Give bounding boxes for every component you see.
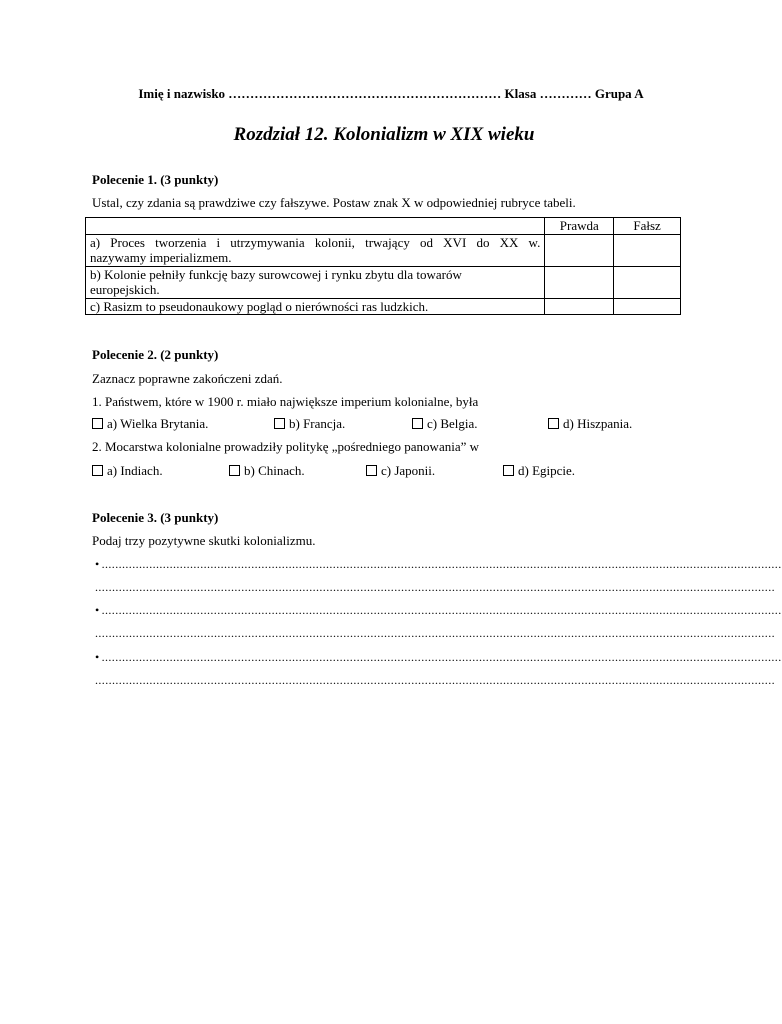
- statement-header-cell: [86, 218, 545, 235]
- statement-line: nazywamy imperializmem.: [90, 250, 232, 265]
- table-header-row: [86, 218, 681, 235]
- statement-cell: [86, 299, 545, 315]
- name-fill-line: ………………………………………………………: [228, 86, 505, 101]
- statement-cell: [86, 235, 545, 267]
- statement-line: b) Kolonie pełniły funkcję bazy surowcowej i rynku zbytu dla towarów: [90, 267, 462, 282]
- true-answer-cell[interactable]: [545, 235, 614, 267]
- task2-title: Polecenie 2. (2 punkty): [92, 347, 219, 362]
- option-label: c) Belgia.: [427, 416, 478, 431]
- true-answer-cell[interactable]: [545, 299, 614, 315]
- question1-text: 1. Państwem, które w 1900 r. miało największe imperium kolonialne, była: [92, 394, 479, 409]
- true-false-table: [85, 217, 681, 315]
- checkbox-icon: [548, 418, 559, 429]
- option-checkbox[interactable]: [92, 416, 208, 432]
- option-checkbox[interactable]: [229, 463, 305, 479]
- checkbox-icon: [92, 418, 103, 429]
- option-label: c) Japonii.: [381, 463, 436, 478]
- dotted-line: ........................................................................................................................................................................................................: [101, 650, 782, 664]
- dotted-line: ........................................................................................................................................................................................................: [101, 603, 782, 617]
- option-checkbox[interactable]: [366, 463, 435, 479]
- task1-instruction: Ustal, czy zdania są prawdziwe czy fałszywe. Postaw znak X w odpowiedniej rubryce tabeli.: [92, 195, 576, 210]
- false-answer-cell[interactable]: [614, 235, 681, 267]
- question2-options: [92, 463, 692, 479]
- answer-line-1[interactable]: [95, 557, 782, 571]
- checkbox-icon: [229, 465, 240, 476]
- true-answer-cell[interactable]: [545, 267, 614, 299]
- false-column-header: Fałsz: [614, 218, 681, 235]
- task3-title: Polecenie 3. (3 punkty): [92, 510, 219, 525]
- statement-line: europejskich.: [90, 282, 160, 297]
- answer-line-3[interactable]: [95, 650, 782, 664]
- checkbox-icon: [92, 465, 103, 476]
- dotted-line: ........................................................................................................................................................................................................: [95, 673, 775, 687]
- option-checkbox[interactable]: [274, 416, 345, 432]
- true-column-header: Prawda: [545, 218, 614, 235]
- table-row: [86, 299, 681, 315]
- table-row: [86, 267, 681, 299]
- option-label: d) Hiszpania.: [563, 416, 633, 431]
- page-title: Rozdział 12. Kolonializm w XIX wieku: [233, 124, 535, 145]
- checkbox-icon: [412, 418, 423, 429]
- option-label: b) Chinach.: [244, 463, 305, 478]
- option-label: a) Indiach.: [107, 463, 163, 478]
- statement-line: c) Rasizm to pseudonaukowy pogląd o nierówności ras ludzkich.: [90, 299, 429, 314]
- dotted-line: ........................................................................................................................................................................................................: [95, 580, 775, 594]
- option-checkbox[interactable]: [412, 416, 478, 432]
- false-answer-cell[interactable]: [614, 267, 681, 299]
- bullet: •: [95, 603, 100, 617]
- option-label: d) Egipcie.: [518, 463, 576, 478]
- table-row: [86, 235, 681, 267]
- option-checkbox[interactable]: [548, 416, 632, 432]
- checkbox-icon: [503, 465, 514, 476]
- answer-line-3-cont[interactable]: [95, 673, 775, 687]
- bullet: •: [95, 650, 100, 664]
- group-label: Grupa A: [594, 86, 644, 101]
- answer-line-1-cont[interactable]: [95, 580, 775, 594]
- question1-options: [92, 416, 692, 432]
- option-label: b) Francja.: [289, 416, 346, 431]
- task1-title: Polecenie 1. (3 punkty): [92, 172, 219, 187]
- statement-line: a) Proces tworzenia i utrzymywania kolonii, trwający od XVI do XX w.: [90, 235, 541, 250]
- option-label: a) Wielka Brytania.: [107, 416, 209, 431]
- checkbox-icon: [366, 465, 377, 476]
- dotted-line: ........................................................................................................................................................................................................: [101, 557, 782, 571]
- class-label: Klasa: [504, 86, 537, 101]
- checkbox-icon: [274, 418, 285, 429]
- bullet: •: [95, 557, 100, 571]
- question2-text: 2. Mocarstwa kolonialne prowadziły politykę „pośredniego panowania” w: [92, 439, 479, 454]
- false-answer-cell[interactable]: [614, 299, 681, 315]
- task3-instruction: Podaj trzy pozytywne skutki kolonializmu.: [92, 533, 316, 548]
- answer-line-2-cont[interactable]: [95, 626, 775, 640]
- dotted-line: ........................................................................................................................................................................................................: [95, 626, 775, 640]
- statement-cell: [86, 267, 545, 299]
- class-fill-line: …………: [539, 86, 595, 101]
- name-label: Imię i nazwisko: [138, 86, 226, 101]
- task2-instruction: Zaznacz poprawne zakończeni zdań.: [92, 371, 283, 386]
- answer-line-2[interactable]: [95, 603, 782, 617]
- option-checkbox[interactable]: [92, 463, 163, 479]
- option-checkbox[interactable]: [503, 463, 575, 479]
- student-header: [0, 86, 768, 102]
